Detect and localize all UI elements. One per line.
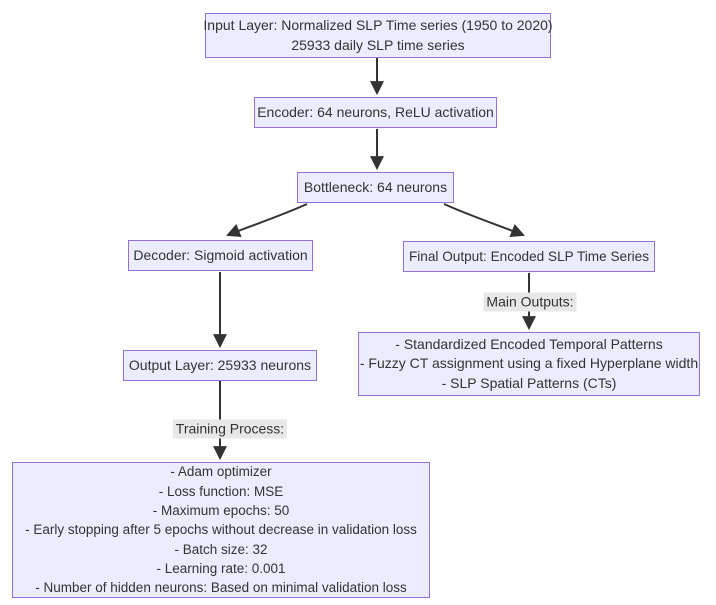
node-output-layer xyxy=(123,350,317,381)
training-item: - Batch size: 32 xyxy=(174,541,268,557)
node-bottleneck xyxy=(297,172,454,203)
main-outputs-item: - Standardized Encoded Temporal Patterns xyxy=(395,336,663,353)
node-output-layer-label: Output Layer: 25933 neurons xyxy=(128,356,312,373)
node-main-outputs-box xyxy=(358,332,700,396)
node-encoder xyxy=(254,97,497,128)
node-input-layer-line1: Input Layer: Normalized SLP Time series (1950 to 2020) xyxy=(203,17,553,34)
node-input-layer-line2: 25933 daily SLP time series xyxy=(291,36,465,53)
training-item: - Adam optimizer xyxy=(170,464,272,480)
node-training-process-box xyxy=(12,462,430,598)
node-final-output-label: Final Output: Encoded SLP Time Series xyxy=(408,248,650,264)
edge-bottleneck-to-decoder xyxy=(228,204,307,235)
training-item: - Number of hidden neurons: Based on minimal validation loss xyxy=(35,580,407,596)
node-decoder-label: Decoder: Sigmoid activation xyxy=(133,246,308,263)
training-item: - Learning rate: 0.001 xyxy=(156,560,286,576)
main-outputs-item: - Fuzzy CT assignment using a fixed Hyperplane width xyxy=(359,355,699,372)
training-item: - Loss function: MSE xyxy=(158,483,284,499)
main-outputs-item: - SLP Spatial Patterns (CTs) xyxy=(441,374,617,391)
training-item: - Early stopping after 5 epochs without decrease in validation loss xyxy=(25,522,417,538)
edge-label-training-process: Training Process: xyxy=(173,420,287,439)
node-bottleneck-label: Bottleneck: 64 neurons xyxy=(303,178,448,195)
node-encoder-label: Encoder: 64 neurons, ReLU activation xyxy=(257,103,494,120)
training-item: - Maximum epochs: 50 xyxy=(152,503,290,519)
node-final-output xyxy=(403,241,655,272)
edge-bottleneck-to-final-output xyxy=(444,204,523,235)
node-input-layer xyxy=(205,13,551,58)
edge-label-main-outputs: Main Outputs: xyxy=(483,293,576,312)
node-decoder xyxy=(128,240,313,271)
